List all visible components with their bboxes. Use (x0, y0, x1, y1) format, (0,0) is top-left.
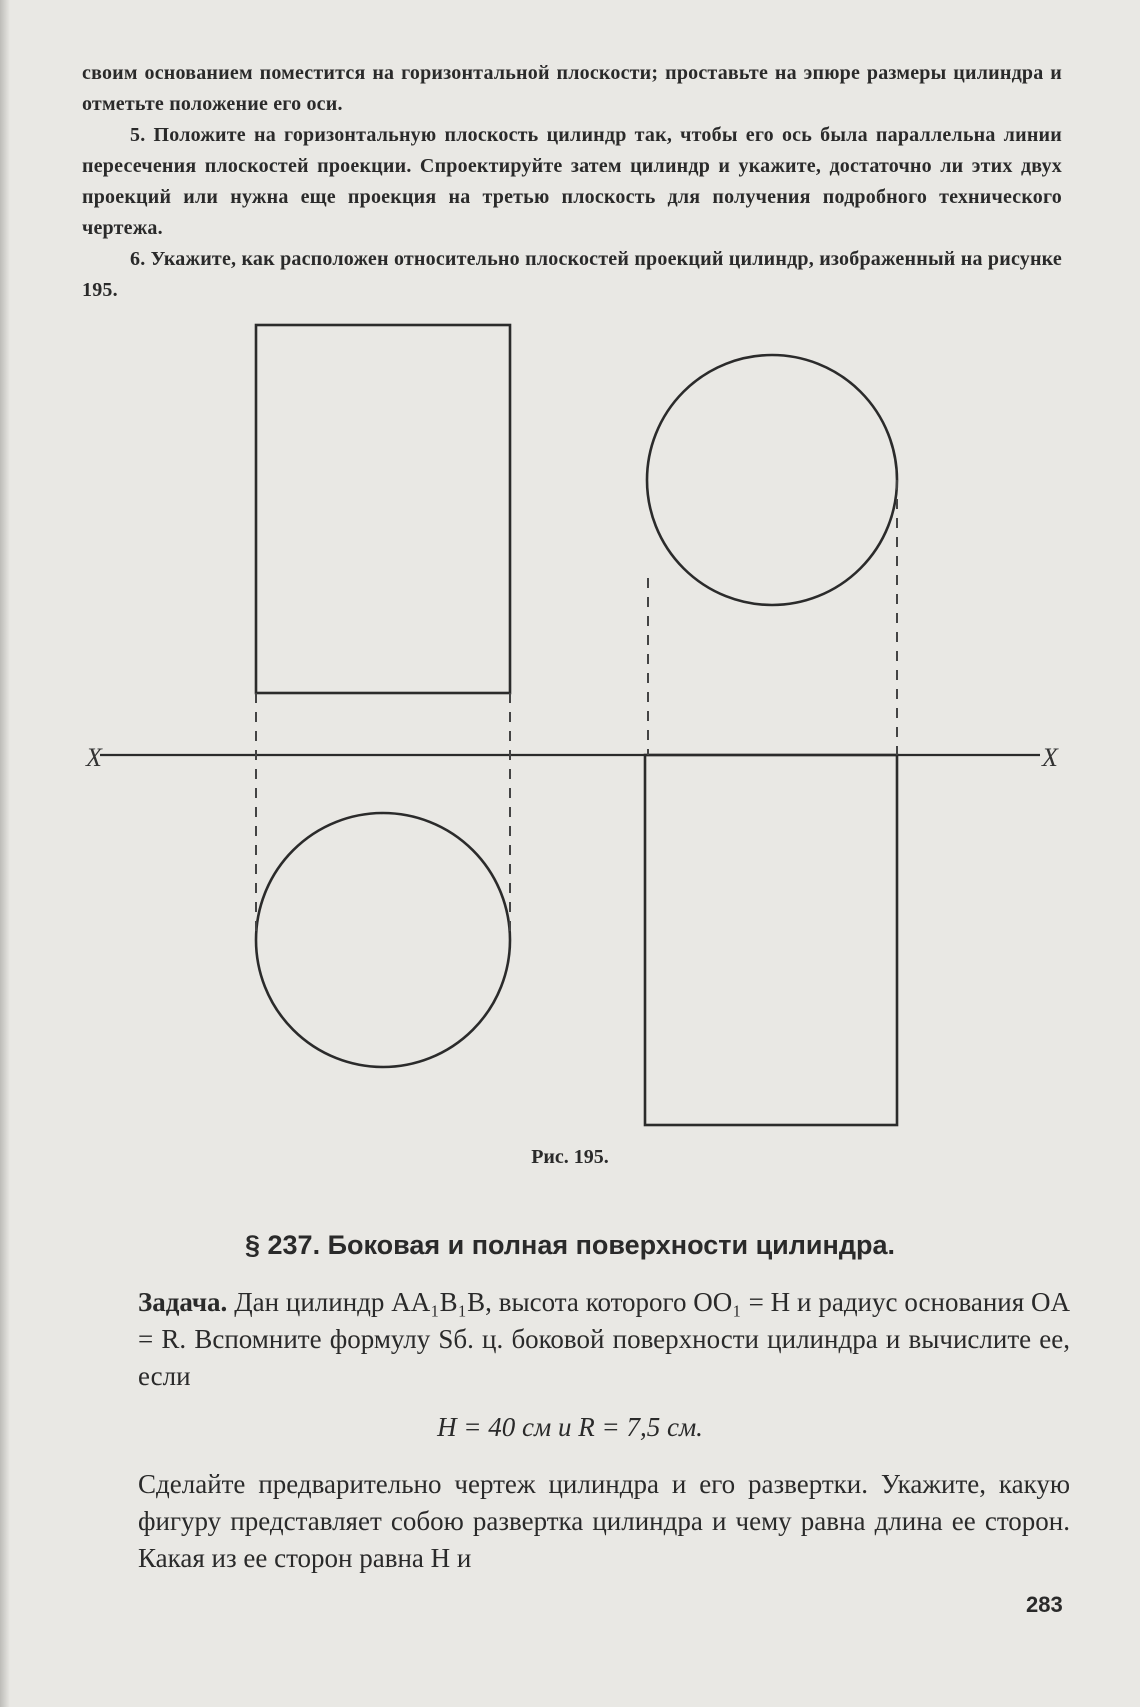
exercise-block (82, 58, 1062, 306)
cylinder1-frontal-rectangle (256, 325, 510, 693)
cylinder2-frontal-circle (647, 355, 897, 605)
exercise-4-tail: своим основанием поместится на горизонтальной плоскости; проставьте на эпюре размеры цилиндра и отметьте положение его оси. (82, 62, 1062, 115)
task-text: Дан цилиндр AA₁B₁B, высота которого OO₁ = H и радиус основания OA = R. Вспомните формулу Sб. ц. боковой поверхности цилиндра и вычислите ее, если (138, 1287, 1071, 1391)
continuation-text: Сделайте предварительно чертеж цилиндра и его развертки. Укажите, какую фигуру представляет собою развертка цилиндра и чему равна длина ее сторон. Какая из ее сторон равна H и (138, 1469, 1070, 1573)
axis-left-label: X (86, 743, 102, 772)
exercise-5: 5. Положите на горизонтальную плоскость цилиндр так, чтобы его ось была параллельна линии пересечения плоскостей проекции. Спроектируйте затем цилиндр и укажите, достаточно ли этих двух проекций или нужна еще проекция на третью плоскость для получения подробного технического чертежа. (82, 124, 1062, 239)
axis-right-label: X (1042, 743, 1058, 772)
task-label: Задача. (138, 1287, 228, 1317)
page-number: 283 (1026, 1592, 1063, 1617)
formula-values: H = 40 см и R = 7,5 см. (437, 1412, 703, 1442)
cylinder1-horizontal-circle (256, 813, 510, 1067)
figure-195-epure (0, 300, 1140, 1140)
cylinder2-horizontal-rectangle (645, 755, 897, 1125)
exercise-6: 6. Укажите, как расположен относительно плоскостей проекций цилиндр, изображенный на рисунке 195. (82, 248, 1062, 301)
continuation-paragraph (138, 1466, 1070, 1577)
section-heading: § 237. Боковая и полная поверхности цилиндра. (245, 1230, 895, 1260)
task-paragraph (138, 1284, 1070, 1395)
figure-caption: Рис. 195. (531, 1146, 609, 1168)
